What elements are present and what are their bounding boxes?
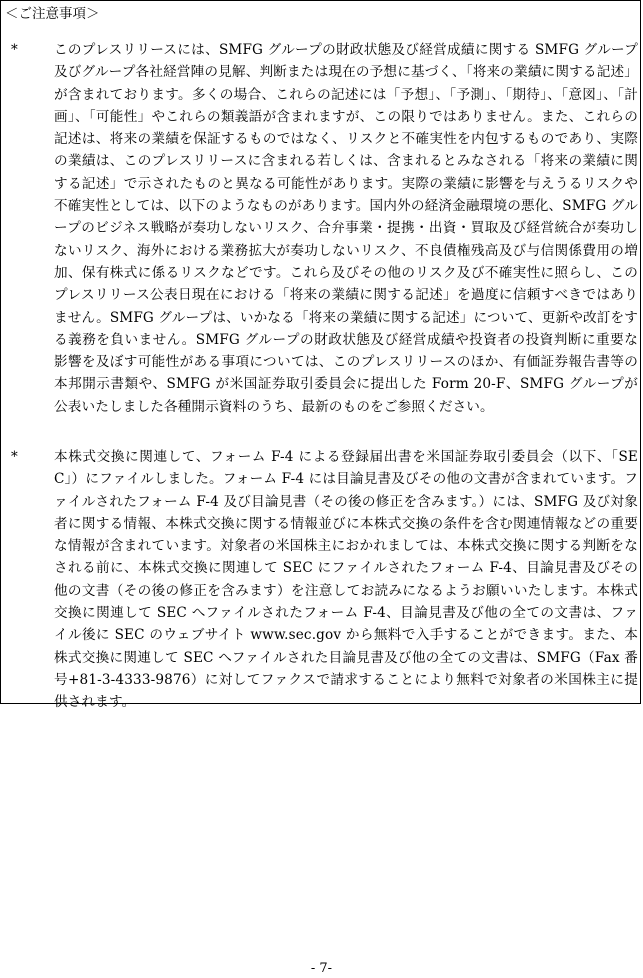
page-number: - 7- bbox=[310, 961, 333, 976]
bullet-mark: * bbox=[11, 42, 18, 58]
bullet-mark: * bbox=[11, 449, 18, 465]
notice-item-text: このプレスリリースには、SMFG グループの財政状態及び経営成績に関する SMFG グループ及びグループ各社経営陣の見解、判断または現在の予想に基づく、「将来の業績に関する記述」が含まれております。多くの場合、これらの記述には「予想」、「予測」、「期待」、「意図」、「計画」、「可能性」やこれらの類義語が含まれますが、この限りではありません。また、これらの記述は、将来の業績を保証するものではなく、リスクと不確実性を内包するものであり、実際の業績は、このプレスリリースに含まれる若しくは、含まれるとみなされる「将来の業績に関する記述」で示されたものと異なる可能性があります。実際の業績に影響を与えうるリスクや不確実性としては、以下のようなものがあります。国内外の経済金融環境の悪化、SMFG グループのビジネス戦略が奏功しないリスク、合弁事業・提携・出資・買取及び経営統合が奏功しないリスク、海外における業務拡大が奏功しないリスク、不良債権残高及び与信関係費用の増加、保有株式に係るリスクなどです。これら及びその他のリスク及び不確実性に照らし、このプレスリリース公表日現在における「将来の業績に関する記述」を過度に信頼すべきではありません。SMFG グループは、いかなる「将来の業績に関する記述」について、更新や改訂をする義務を負いません。SMFG グループの財政状態及び経営成績や投資者の投資判断に重要な影響を及ぼす可能性がある事項については、このプレスリリースのほか、有価証券報告書等の本邦開示書類や、SMFG が米国証券取引委員会に提出した Form 20-F、SMFG グループが公表いたしました各種開示資料のうち、最新のものをご参照ください。 bbox=[54, 42, 638, 415]
notice-heading: ＜ご注意事項＞ bbox=[5, 6, 100, 22]
notice-item-text: 本株式交換に関連して、フォーム F-4 による登録届出書を米国証券取引委員会（以下、「SEC」）にファイルしました。フォーム F-4 には目論見書及びその他の文書が含まれています。ファイルされたフォーム F-4 及び目論見書（その後の修正を含みます。）には、SMFG 及び対象者に関する情報、本株式交換に関する情報並びに本株式交換の条件を含む関連情報などの重要な情報が含まれています。対象者の米国株主におかれましては、本株式交換に関する判断をなされる前に、本株式交換に関連して SEC にファイルされたフォーム F-4、目論見書及びその他の文書（その後の修正を含みます）を注意してお読みになるようお願いいたします。本株式交換に関連して SEC へファイルされたフォーム F-4、目論見書及び他の全ての文書は、ファイル後に SEC のウェブサイト www.sec.gov から無料で入手することができます。また、本株式交換に関連して SEC へファイルされた目論見書及び他の全ての文書は、SMFG（Fax 番号+81-3-4333-9876）に対してファクスで請求することにより無料で対象者の米国株主に提供されます。 bbox=[54, 449, 638, 711]
